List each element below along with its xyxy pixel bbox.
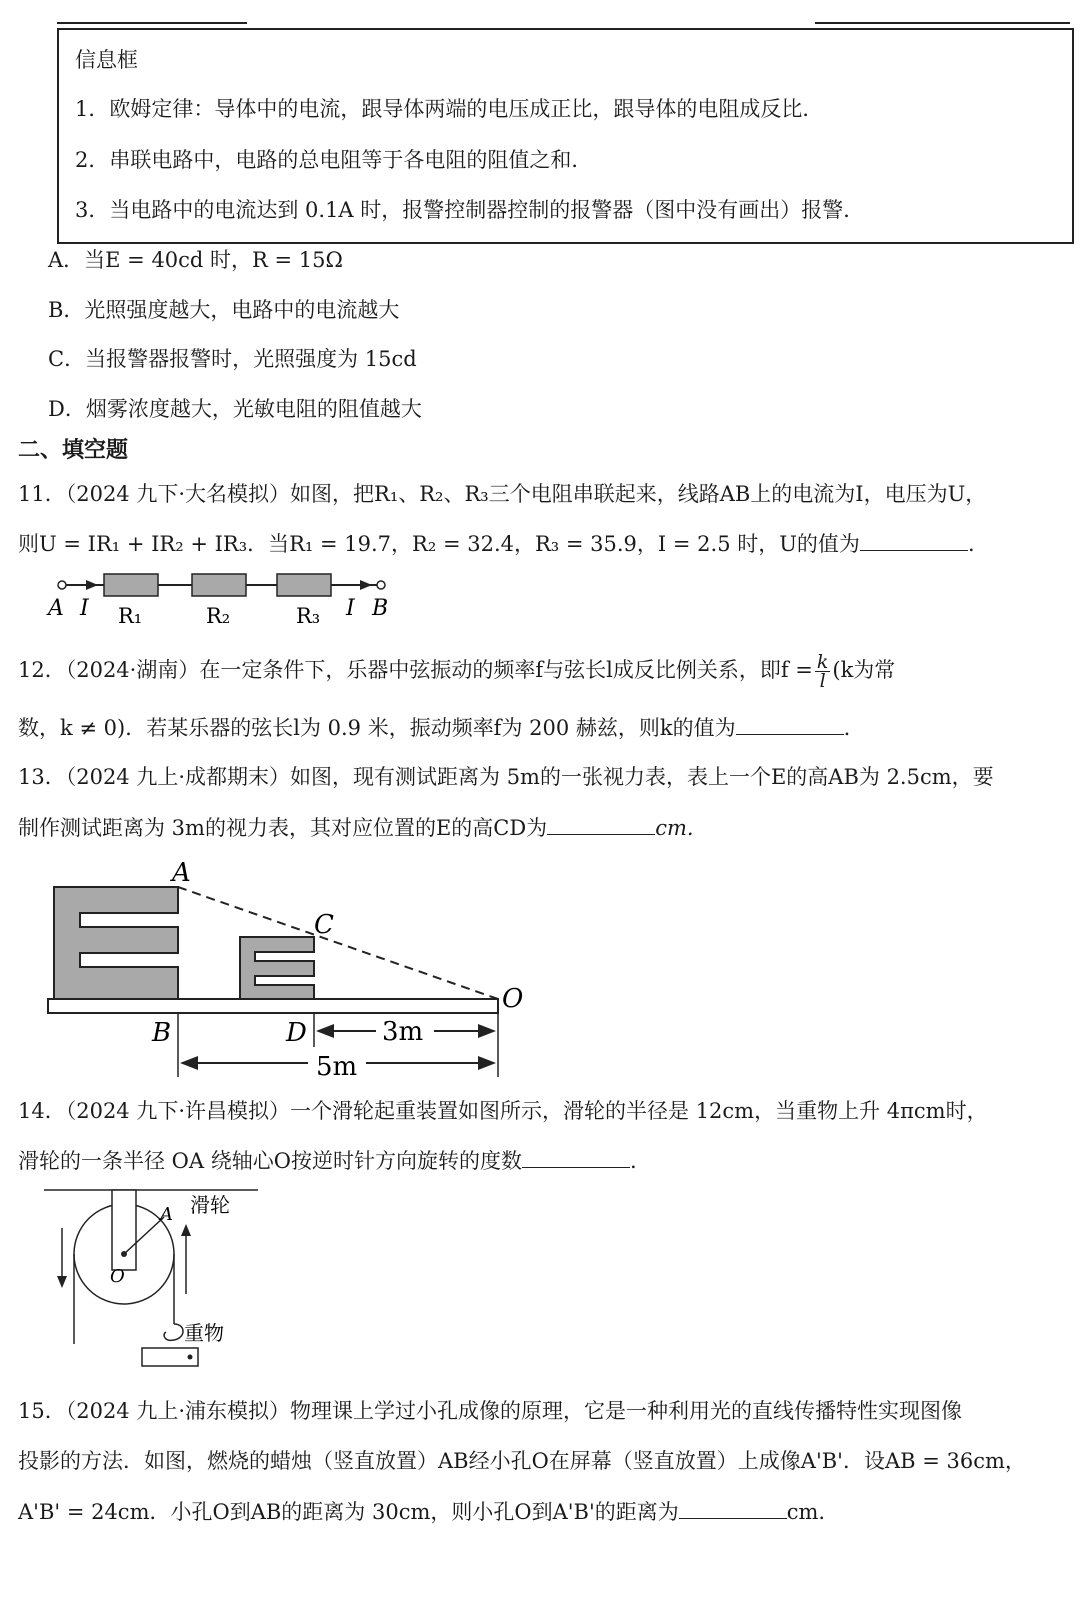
q11-label-b: B	[372, 596, 389, 621]
q12-fraction	[815, 653, 831, 690]
q14-label-weight: 重物	[184, 1321, 224, 1345]
q12-line1-text: 12．（2024·湖南）在一定条件下，乐器中弦振动的频率f与弦长l成反比例关系，即f =	[18, 658, 813, 682]
q15-line3-end: cm.	[786, 1500, 826, 1524]
info-item-1: 1．欧姆定律：导体中的电流，跟导体两端的电压成正比，跟导体的电阻成反比．	[75, 97, 824, 121]
q11-label-i-left: I	[80, 596, 89, 621]
q14-line1: 14．（2024 九下·许昌模拟）一个滑轮起重装置如图所示，滑轮的半径是 12cm，当重物上升 4πcm时，	[18, 1099, 988, 1123]
q14-pulley-figure	[40, 1184, 280, 1380]
q12-frac-den: l	[819, 670, 826, 692]
q13-arrow-5m-head-right	[478, 1056, 496, 1070]
q11-arrow-right	[360, 580, 372, 590]
q13-line2-text: 制作测试距离为 3m的视力表，其对应位置的E的高CD为	[18, 816, 548, 840]
q13-small-e	[240, 937, 314, 999]
q15-line2: 投影的方法．如图，燃烧的蜡烛（竖直放置）AB经小孔O在屏幕（竖直放置）上成像A'B'．设AB = 36cm，	[18, 1449, 1026, 1473]
q14-line2-end: .	[629, 1149, 637, 1173]
option-d: D．烟雾浓度越大，光敏电阻的阻值越大	[48, 397, 422, 421]
q12-line1	[18, 650, 895, 690]
q14-axle-o	[121, 1251, 127, 1257]
q13-dashed-line	[178, 887, 498, 999]
info-item-2: 2．串联电路中，电路的总电阻等于各电阻的阻值之和．	[75, 148, 593, 172]
q15-line3	[18, 1496, 825, 1527]
q13-arrow-3m-head-right	[478, 1024, 496, 1038]
q11-arrow-left	[86, 580, 98, 590]
q11-line2	[18, 528, 975, 559]
q13-line2-end: cm.	[655, 816, 694, 840]
q14-weight-dot	[188, 1355, 193, 1360]
q11-resistor-r3	[277, 574, 331, 596]
q14-label-pulley: 滑轮	[190, 1193, 230, 1217]
q11-label-a: A	[48, 596, 64, 621]
q11-terminal-b	[377, 581, 385, 589]
q14-hook	[164, 1324, 183, 1340]
q11-label-r2: R₂	[206, 604, 231, 628]
q12-line1-post: (k为常	[832, 658, 896, 682]
q12-line2-text: 数，k ≠ 0)．若某乐器的弦长l为 0.9 米，振动频率f为 200 赫兹，则k的值为	[18, 716, 736, 740]
q13-arrow-3m-head-left	[316, 1024, 334, 1038]
q14-bracket	[112, 1190, 136, 1270]
q13-answer-blank[interactable]	[547, 812, 655, 835]
q13-big-e	[54, 887, 178, 999]
q13-label-b: B	[152, 1018, 172, 1048]
q13-label-d: D	[286, 1018, 307, 1048]
q11-label-i-right: I	[346, 596, 355, 621]
q14-arrow-down-head	[57, 1276, 67, 1288]
info-box-title: 信息框	[75, 48, 138, 72]
q11-line2-end: .	[967, 532, 975, 556]
q15-line3-text: A'B' = 24cm．小孔O到AB的距离为 30cm，则小孔O到A'B'的距离为	[18, 1500, 679, 1524]
q12-answer-blank[interactable]	[736, 712, 844, 735]
q14-answer-blank[interactable]	[522, 1145, 630, 1168]
info-item-3: 3．当电路中的电流达到 0.1A 时，报警控制器控制的报警器（图中没有画出）报警．	[75, 198, 865, 222]
q11-circuit-figure	[40, 565, 420, 637]
option-b: B．光照强度越大，电路中的电流越大	[48, 298, 400, 322]
q11-resistor-r1	[104, 574, 158, 596]
q13-eye-chart-figure	[40, 855, 540, 1085]
q13-label-a: A	[172, 858, 191, 888]
q13-arrow-5m-head-left	[180, 1056, 198, 1070]
q12-line2-end: .	[843, 716, 851, 740]
q11-line1: 11．（2024 九下·大名模拟）如图，把R₁、R₂、R₃三个电阻串联起来，线路AB上的电流为I，电压为U，	[18, 482, 987, 506]
q14-arrow-up-head	[181, 1224, 191, 1236]
option-a: A．当E = 40cd 时，R = 15Ω	[48, 248, 343, 272]
section-title: 二、填空题	[18, 438, 129, 463]
q14-label-o: O	[110, 1266, 125, 1287]
q15-answer-blank[interactable]	[679, 1496, 787, 1519]
q14-label-a: A	[160, 1204, 173, 1225]
q11-line2-text: 则U = IR₁ + IR₂ + IR₃．当R₁ = 19.7，R₂ = 32.4，R₃ = 35.9，I = 2.5 时，U的值为	[18, 532, 860, 556]
q13-label-c: C	[314, 910, 334, 940]
q14-line2	[18, 1145, 637, 1176]
option-c: C．当报警器报警时，光照强度为 15cd	[48, 347, 417, 371]
q13-label-3m: 3m	[382, 1017, 424, 1047]
q11-answer-blank[interactable]	[860, 528, 968, 551]
top-rule-left	[57, 22, 247, 24]
q11-label-r3: R₃	[296, 604, 321, 628]
info-box	[57, 28, 1074, 244]
q14-line2-text: 滑轮的一条半径 OA 绕轴心O按逆时针方向旋转的度数	[18, 1149, 522, 1173]
q11-resistor-r2	[192, 574, 246, 596]
q13-label-5m: 5m	[316, 1052, 358, 1082]
q12-frac-num: k	[816, 651, 829, 673]
q13-line1: 13．（2024 九上·成都期末）如图，现有测试距离为 5m的一张视力表，表上一个E的高AB为 2.5cm，要	[18, 765, 994, 789]
q12-line2	[18, 712, 850, 743]
top-rule-right	[815, 22, 1070, 24]
q11-terminal-a	[58, 581, 66, 589]
q13-base-bar	[48, 999, 498, 1013]
q13-label-o: O	[502, 984, 524, 1014]
q13-line2	[18, 812, 694, 843]
q11-label-r1: R₁	[118, 604, 143, 628]
q15-line1: 15．（2024 九上·浦东模拟）物理课上学过小孔成像的原理，它是一种利用光的直线传播特性实现图像	[18, 1399, 963, 1423]
